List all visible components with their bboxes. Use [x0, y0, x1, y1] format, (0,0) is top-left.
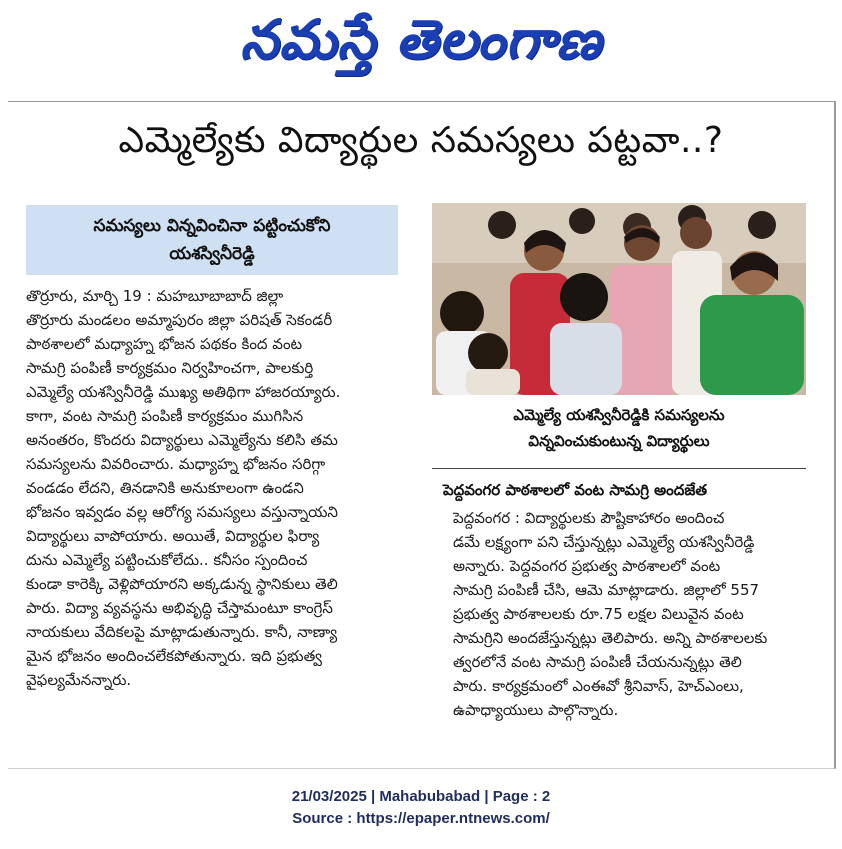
body-line: సమస్యలను వివరించారు. మధ్యాహ్న భోజనం సరిగ్గా [26, 455, 326, 473]
body-line: పారు. విద్యా వ్యవస్థను అభివృద్ధి చేస్తామంటూ కాంగ్రెస్ [26, 599, 333, 617]
body-line: త్వరలోనే వంట సామగ్రి పంపిణీ చేయనున్నట్లు తెలి [453, 653, 742, 671]
body-line: కుండా కారెక్కి వెళ్లిపోయారని అక్కడున్న స్థానికులు తెలి [26, 575, 338, 593]
masthead [0, 0, 842, 92]
body-line: విద్యార్థులు వాపోయారు. అయితే, విద్యార్థుల ఫిర్యా [26, 527, 320, 545]
body-line: పారు. కార్యక్రమంలో ఎంఈవో శ్రీనివాస్, హెచ్ఎంలు, [453, 677, 744, 695]
body-line: ఎమ్మెల్యే యశస్వినీరెడ్డి ముఖ్య అతిథిగా హాజరయ్యారు. [26, 383, 341, 401]
article-headline: ఎమ్మెల్యేకు విద్యార్థుల సమస్యలు పట్టవా..? [118, 120, 724, 161]
body-line: భోజనం ఇవ్వడం వల్ల ఆరోగ్య సమస్యలు వస్తున్నాయని [26, 503, 338, 521]
page-footer [0, 786, 842, 830]
photo-students-with-mla-icon [432, 203, 806, 395]
newspaper-logo: నమస్తే తెలంగాణ [240, 8, 602, 71]
body-line: అనంతరం, కొందరు విద్యార్థులు ఎమ్మెల్యేను కలిసి తమ [26, 431, 338, 449]
right-column-body [453, 506, 805, 722]
body-line: సామగ్రిని అందజేస్తున్నట్లు తెలిపారు. అన్ని పాఠశాలలకు [453, 629, 768, 647]
body-line: డమే లక్ష్యంగా పని చేస్తున్నట్లు ఎమ్మెల్యే యశస్వినీరెడ్డి [453, 533, 755, 551]
body-line: వండడం లేదని, తినడానికి అనుకూలంగా ఉండని [26, 479, 304, 497]
left-column-body [26, 284, 400, 692]
caption-line-2: విన్నవించుకుంటున్న విద్యార్థులు [528, 432, 710, 450]
body-line: ప్రభుత్వ పాఠశాలలకు రూ.75 లక్షల విలువైన వంట [453, 605, 744, 623]
body-line: పెద్దవంగర : విద్యార్థులకు పౌష్టికాహారం అందించ [453, 509, 725, 527]
body-line: సామగ్రి పంపిణీ చేసి, ఆమె మాట్లాడారు. జిల్లాలో 557 [453, 581, 760, 599]
caption-line-1: ఎమ్మెల్యే యశస్వినీరెడ్డికి సమస్యలను [513, 406, 725, 424]
body-line: దును ఎమ్మెల్యే పట్టించుకోలేదు.. కనీసం స్పందించ [26, 551, 308, 569]
footer-source-link[interactable]: Source : https://epaper.ntnews.com/ [292, 810, 550, 827]
body-line: మైన భోజనం అందించలేకపోతున్నారు. ఇది ప్రభుత్వ [26, 647, 323, 665]
body-line: పాఠశాలలో మధ్యాహ్న భోజన పథకం కింద వంట [26, 335, 303, 353]
subheading-line-2: యశస్వినీరెడ్డి [169, 244, 255, 264]
footer-date-location: 21/03/2025 | Mahabubabad | Page : 2 [291, 788, 551, 805]
body-line: కాగా, వంట సామగ్రి పంపిణీ కార్యక్రమం ముగిసిన [26, 407, 304, 425]
photo-caption [432, 402, 806, 454]
body-line: అన్నారు. పెద్దవంగర ప్రభుత్వ పాఠశాలలో వంట [453, 557, 721, 575]
body-line: సామగ్రి పంపిణీ కార్యక్రమం నిర్వహించగా, పాలకుర్తి [26, 359, 314, 377]
subheading-box [26, 205, 398, 275]
caption-divider [432, 468, 806, 469]
body-line: ఉపాధ్యాయులు పాల్గొన్నారు. [453, 701, 619, 719]
right-subheading: పెద్దవంగర పాఠశాలలో వంట సామగ్రి అందజేత [443, 481, 708, 499]
subheading-line-1: సమస్యలు విన్నవించినా పట్టించుకోని [93, 216, 331, 236]
body-line: వైఫల్యమేనన్నారు. [26, 671, 132, 689]
body-line: తొర్రూరు, మార్చి 19 : మహబూబాబాద్ జిల్లా [26, 287, 284, 305]
body-line: తొర్రూరు మండలం అమ్మాపురం జిల్లా పరిషత్ సెకండరీ [26, 311, 333, 329]
body-line: నాయకులు వేదికలపై మాట్లాడుతున్నారు. కానీ, నాణ్యా [26, 623, 338, 641]
news-photo [432, 203, 806, 395]
